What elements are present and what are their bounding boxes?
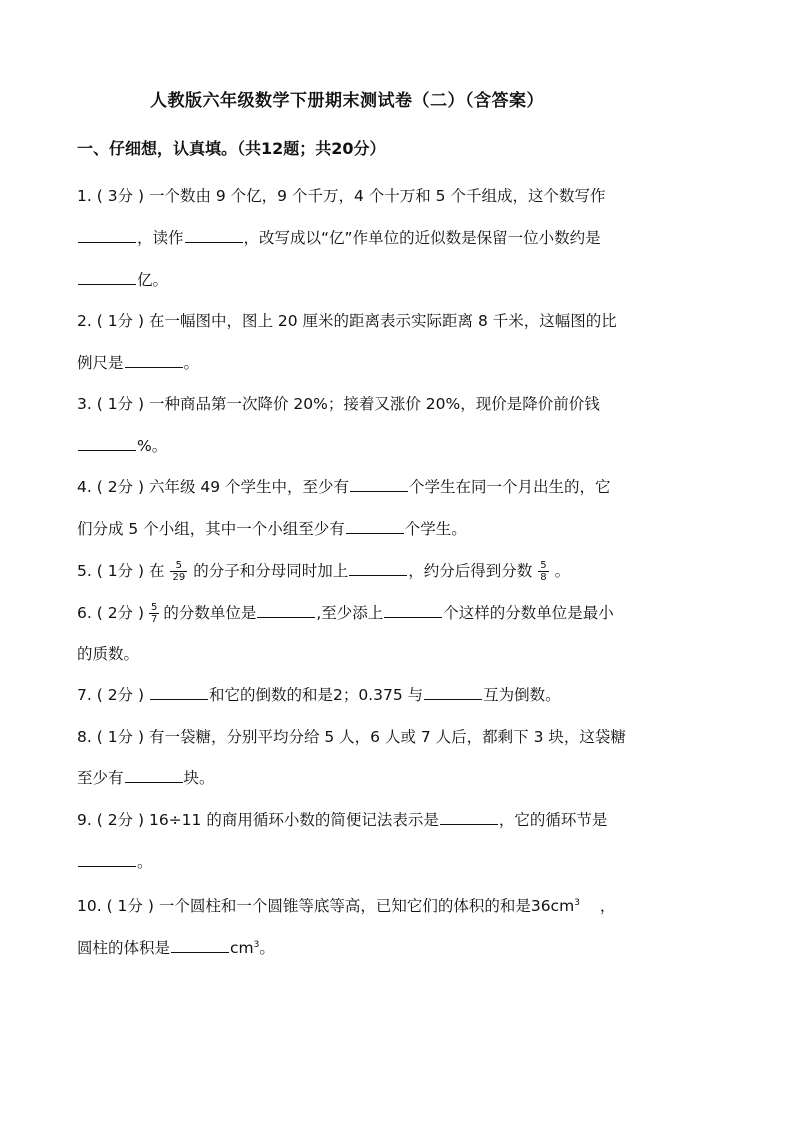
answer-blank[interactable]: [349, 561, 407, 576]
question-10-line-2: 圆柱的体积是 $cm^3$。: [77, 939, 275, 958]
answer-blank[interactable]: [257, 603, 315, 618]
question-3-line-1: 3. ( 1分 ) 一种商品第一次降价 20%；接着又涨价 20%，现价是降价前价钱: [77, 395, 600, 413]
question-1-line-1: 1. ( 3分 ) 一个数由 9 个亿，9 个千万，4 个十万和 5 个千组成，这个数写作: [77, 187, 606, 205]
answer-blank[interactable]: [171, 938, 229, 953]
question-9-line-1: 9. ( 2分 ) 16÷11 的商用循环小数的简便记法表示是 ，它的循环节是: [77, 811, 608, 829]
answer-blank[interactable]: [78, 270, 136, 285]
answer-blank[interactable]: [424, 685, 482, 700]
question-9-line-2: 。: [77, 852, 153, 872]
answer-blank[interactable]: [78, 436, 136, 451]
answer-blank[interactable]: [346, 519, 404, 534]
answer-blank[interactable]: [78, 852, 136, 867]
section-heading: 一、仔细想，认真填。（共12题；共20分）: [77, 139, 386, 158]
question-1-line-2: ，读作 ，改写成以“亿”作单位的近似数是保留一位小数约是: [77, 228, 601, 248]
fraction: $\frac{5}{7}$: [150, 602, 158, 625]
answer-blank[interactable]: [125, 768, 183, 783]
answer-blank[interactable]: [384, 603, 442, 618]
question-7-line-1: 7. ( 2分 ) 和它的倒数的和是2；0.375 与 互为倒数。: [77, 686, 561, 704]
answer-blank[interactable]: [125, 353, 183, 368]
fraction: $\frac{5}{8}$: [540, 560, 547, 583]
question-8-line-1: 8. ( 1分 ) 有一袋糖，分别平均分给 5 人，6 人或 7 人后，都剩下 3 块，这袋糖: [77, 728, 626, 746]
answer-blank[interactable]: [78, 228, 136, 243]
answer-blank[interactable]: [185, 228, 243, 243]
question-2-line-1: 2. ( 1分 ) 在一幅图中，图上 20 厘米的距离表示实际距离 8 千米，这幅图的比: [77, 312, 617, 330]
page-title: 人教版六年级数学下册期末测试卷（二）（含答案）: [150, 91, 544, 111]
question-1-line-3: 亿。: [77, 270, 168, 290]
answer-blank[interactable]: [150, 685, 208, 700]
question-8-line-2: 至少有 块。: [77, 769, 215, 787]
answer-blank[interactable]: [350, 477, 408, 492]
question-6-line-1: 6. ( 2分 ) $\frac{5}{7}$ 的分数单位是 ,至少添上 个这样的分数单位是最小: [77, 602, 614, 625]
answer-blank[interactable]: [440, 810, 498, 825]
fraction: $\frac{5}{29}$: [172, 560, 186, 583]
question-2-line-2: 例尺是 。: [77, 354, 200, 372]
question-4-line-1: 4. ( 2分 ) 六年级 49 个学生中，至少有 个学生在同一个月出生的，它: [77, 478, 611, 496]
question-10-line-1: 10. ( 1分 ) 一个圆柱和一个圆锥等底等高，已知它们的体积的和是$36cm^3$ ，: [77, 897, 616, 916]
question-3-line-2: %。: [77, 436, 167, 456]
question-6-line-2: 的质数。: [77, 645, 140, 663]
question-4-line-2: 们分成 5 个小组，其中一个小组至少有 个学生。: [77, 520, 467, 538]
question-5-line-1: 5. ( 1分 ) 在 $\frac{5}{29}$ 的分子和分母同时加上 ，约分后得到分数 $\frac{5}{8}$ 。: [77, 560, 571, 583]
